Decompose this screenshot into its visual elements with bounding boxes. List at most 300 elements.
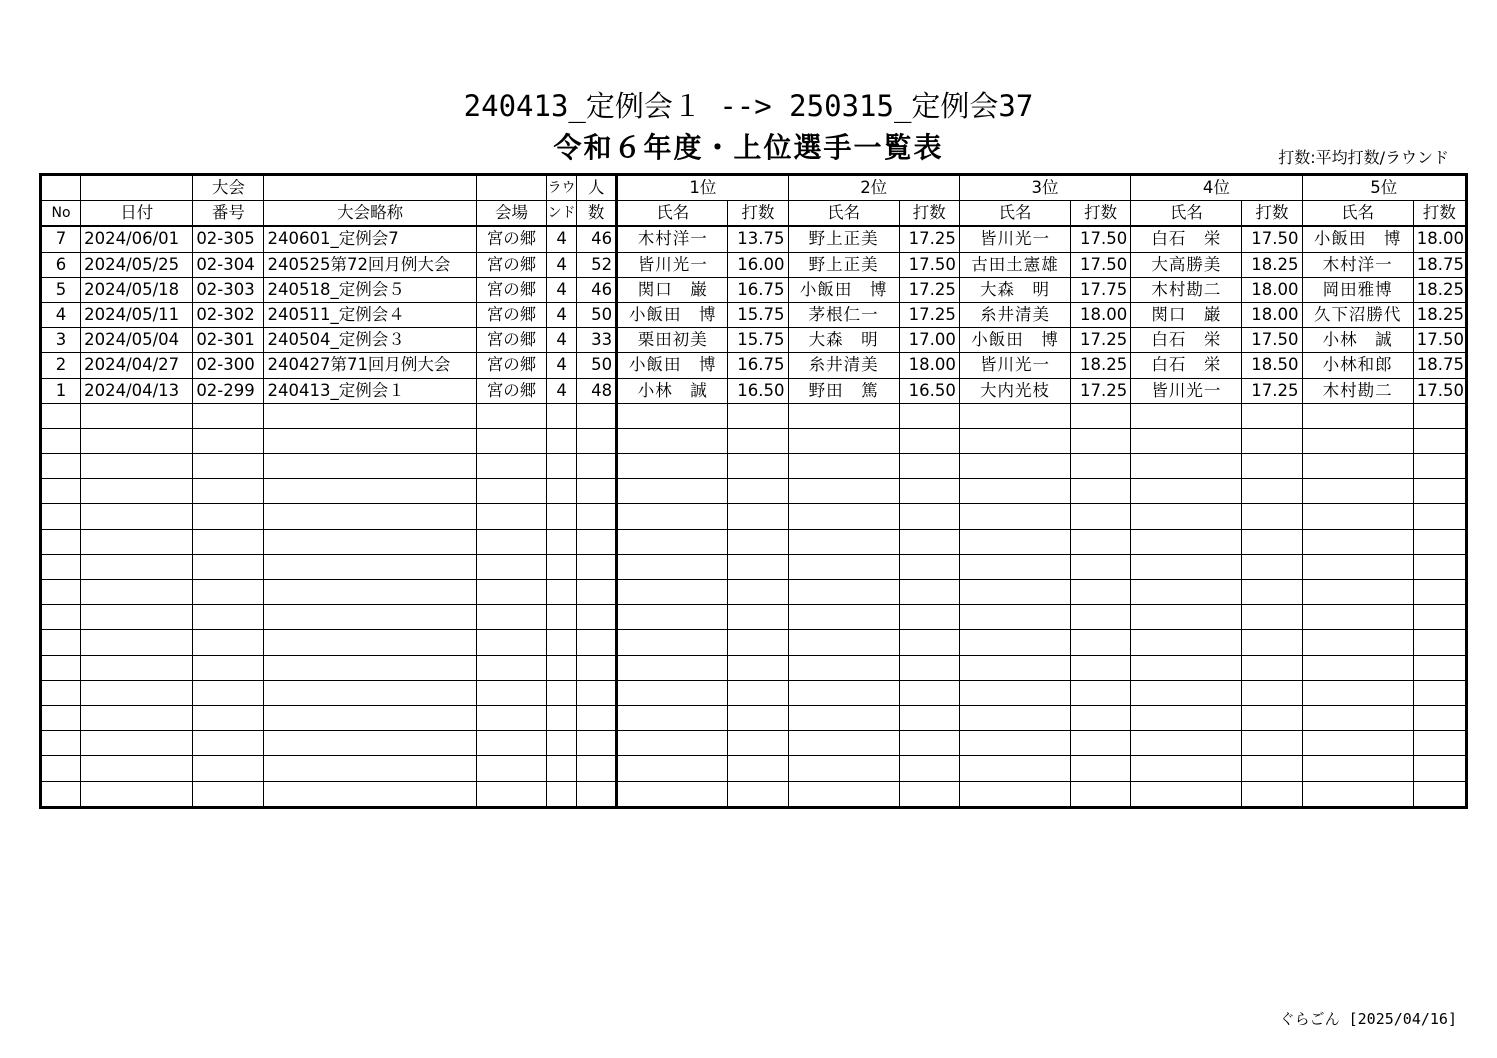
row-place-3-score <box>1071 605 1131 630</box>
row-place-5-score: 18.00 <box>1413 226 1466 252</box>
row-place-3-score <box>1071 655 1131 680</box>
row-name <box>264 580 476 605</box>
row-rounds <box>547 479 577 504</box>
empty-row <box>41 705 1467 730</box>
row-place-1-score: 15.75 <box>728 328 788 353</box>
row-place-2-score: 16.50 <box>899 378 959 403</box>
row-name <box>264 680 476 705</box>
row-place-1-name: 小林 誠 <box>617 378 728 403</box>
row-num <box>193 529 264 554</box>
row-num <box>193 605 264 630</box>
row-place-2-score: 17.50 <box>899 252 959 277</box>
row-name <box>264 454 476 479</box>
row-place-3-name <box>959 554 1070 579</box>
row-place-5-score: 18.75 <box>1413 252 1466 277</box>
row-place-5-name <box>1302 756 1413 781</box>
row-name <box>264 731 476 756</box>
row-place-3-score: 18.00 <box>1071 302 1131 327</box>
row-place-2-score <box>899 529 959 554</box>
col-num-top: 大会 <box>193 175 264 201</box>
row-place-4-name <box>1131 403 1242 428</box>
row-people: 50 <box>577 353 617 378</box>
table-row <box>41 226 1467 252</box>
row-rounds <box>547 781 577 807</box>
row-date <box>81 781 193 807</box>
row-date <box>81 731 193 756</box>
row-place-5-name: 久下沼勝代 <box>1302 302 1413 327</box>
row-place-2-name: 野田 篤 <box>788 378 899 403</box>
row-no: 4 <box>41 302 81 327</box>
row-date <box>81 756 193 781</box>
row-venue: 宮の郷 <box>476 353 546 378</box>
empty-row <box>41 504 1467 529</box>
row-place-5-name <box>1302 680 1413 705</box>
row-place-3-score <box>1071 731 1131 756</box>
row-place-3-name <box>959 731 1070 756</box>
row-num: 02-302 <box>193 302 264 327</box>
row-rounds <box>547 454 577 479</box>
row-place-1-score: 13.75 <box>728 226 788 252</box>
row-rounds: 4 <box>547 277 577 302</box>
blank-header <box>264 175 476 201</box>
row-date <box>81 554 193 579</box>
row-venue <box>476 756 546 781</box>
ranking-table <box>39 173 1468 809</box>
row-place-2-name <box>788 479 899 504</box>
row-place-5-score <box>1413 655 1466 680</box>
row-no: 1 <box>41 378 81 403</box>
row-place-4-name: 関口 巌 <box>1131 302 1242 327</box>
row-place-4-name <box>1131 504 1242 529</box>
row-place-3-name <box>959 705 1070 730</box>
blank-header <box>81 175 193 201</box>
row-no <box>41 680 81 705</box>
row-rounds <box>547 605 577 630</box>
row-date <box>81 655 193 680</box>
row-place-3-score <box>1071 680 1131 705</box>
row-rounds <box>547 580 577 605</box>
row-date: 2024/06/01 <box>81 226 193 252</box>
row-no <box>41 630 81 655</box>
empty-row <box>41 529 1467 554</box>
row-place-2-name: 糸井清美 <box>788 353 899 378</box>
empty-row <box>41 655 1467 680</box>
row-name <box>264 554 476 579</box>
row-place-1-score <box>728 756 788 781</box>
row-place-2-score <box>899 731 959 756</box>
row-venue <box>476 554 546 579</box>
row-place-2-score <box>899 580 959 605</box>
row-place-5-name <box>1302 630 1413 655</box>
row-venue <box>476 479 546 504</box>
row-place-5-score: 17.50 <box>1413 378 1466 403</box>
row-date <box>81 705 193 730</box>
row-venue <box>476 403 546 428</box>
empty-row <box>41 731 1467 756</box>
row-place-2-name <box>788 529 899 554</box>
col-name: 大会略称 <box>264 201 476 227</box>
row-place-3-name <box>959 428 1070 453</box>
row-place-3-score <box>1071 630 1131 655</box>
row-people <box>577 529 617 554</box>
col-people-bottom: 数 <box>577 201 617 227</box>
col-people-top: 人 <box>577 175 617 201</box>
row-place-2-score <box>899 630 959 655</box>
row-place-1-name: 木村洋一 <box>617 226 728 252</box>
row-place-2-name <box>788 554 899 579</box>
row-place-2-name <box>788 655 899 680</box>
row-place-1-score: 16.50 <box>728 378 788 403</box>
row-rounds <box>547 680 577 705</box>
row-place-5-score <box>1413 580 1466 605</box>
row-place-3-score: 17.25 <box>1071 328 1131 353</box>
row-rounds <box>547 529 577 554</box>
table-body <box>41 226 1467 807</box>
row-place-1-name <box>617 454 728 479</box>
empty-row <box>41 630 1467 655</box>
blank-header <box>41 175 81 201</box>
row-place-5-name: 小飯田 博 <box>1302 226 1413 252</box>
row-place-2-score <box>899 454 959 479</box>
row-people: 52 <box>577 252 617 277</box>
row-place-1-name <box>617 605 728 630</box>
row-place-5-score <box>1413 454 1466 479</box>
row-place-1-name: 皆川光一 <box>617 252 728 277</box>
row-place-1-score: 16.00 <box>728 252 788 277</box>
row-place-2-name <box>788 756 899 781</box>
empty-row <box>41 680 1467 705</box>
row-place-4-score: 18.00 <box>1242 277 1302 302</box>
row-rounds <box>547 504 577 529</box>
row-people <box>577 504 617 529</box>
row-name <box>264 529 476 554</box>
row-no <box>41 479 81 504</box>
row-place-2-name <box>788 428 899 453</box>
row-date: 2024/05/04 <box>81 328 193 353</box>
row-no: 7 <box>41 226 81 252</box>
row-date <box>81 454 193 479</box>
row-place-1-score <box>728 428 788 453</box>
row-venue <box>476 655 546 680</box>
row-rounds <box>547 655 577 680</box>
row-people <box>577 655 617 680</box>
row-name <box>264 655 476 680</box>
row-name: 240504_定例会３ <box>264 328 476 353</box>
row-place-3-score: 17.50 <box>1071 252 1131 277</box>
row-place-4-score <box>1242 705 1302 730</box>
row-place-1-name <box>617 705 728 730</box>
row-place-2-score <box>899 705 959 730</box>
row-place-5-name <box>1302 580 1413 605</box>
col-p1-name: 氏名 <box>617 201 728 227</box>
row-venue <box>476 605 546 630</box>
row-place-2-name <box>788 504 899 529</box>
place-1-header: 1位 <box>617 175 788 201</box>
row-no <box>41 731 81 756</box>
row-place-2-name: 小飯田 博 <box>788 277 899 302</box>
row-place-3-score <box>1071 479 1131 504</box>
row-place-4-score <box>1242 781 1302 807</box>
row-place-3-score <box>1071 781 1131 807</box>
row-place-4-name <box>1131 781 1242 807</box>
row-place-3-score: 18.25 <box>1071 353 1131 378</box>
row-num <box>193 428 264 453</box>
row-place-5-name <box>1302 605 1413 630</box>
row-venue <box>476 580 546 605</box>
row-people <box>577 580 617 605</box>
row-place-1-score <box>728 403 788 428</box>
row-place-3-name <box>959 756 1070 781</box>
footer-credit: ぐらごん [2025/04/16] <box>1279 1010 1457 1028</box>
row-place-4-score <box>1242 580 1302 605</box>
row-place-4-score <box>1242 403 1302 428</box>
row-place-2-name: 大森 明 <box>788 328 899 353</box>
row-place-1-score <box>728 479 788 504</box>
row-no <box>41 655 81 680</box>
empty-row <box>41 554 1467 579</box>
row-date <box>81 479 193 504</box>
row-no <box>41 554 81 579</box>
row-place-1-name <box>617 580 728 605</box>
row-no <box>41 504 81 529</box>
row-place-4-name <box>1131 529 1242 554</box>
place-3-header: 3位 <box>959 175 1130 201</box>
row-place-1-name <box>617 554 728 579</box>
row-rounds: 4 <box>547 302 577 327</box>
row-num <box>193 731 264 756</box>
row-place-5-score <box>1413 403 1466 428</box>
col-p3-score: 打数 <box>1071 201 1131 227</box>
row-place-2-score: 17.00 <box>899 328 959 353</box>
row-place-5-score: 18.25 <box>1413 302 1466 327</box>
row-num: 02-304 <box>193 252 264 277</box>
row-people <box>577 554 617 579</box>
row-people: 46 <box>577 226 617 252</box>
row-place-5-score: 18.75 <box>1413 353 1466 378</box>
empty-row <box>41 580 1467 605</box>
row-rounds <box>547 403 577 428</box>
row-place-5-score <box>1413 529 1466 554</box>
row-no <box>41 403 81 428</box>
row-venue: 宮の郷 <box>476 277 546 302</box>
row-place-4-score: 18.50 <box>1242 353 1302 378</box>
col-p5-score: 打数 <box>1413 201 1466 227</box>
row-rounds: 4 <box>547 353 577 378</box>
row-place-3-score <box>1071 580 1131 605</box>
row-place-4-name <box>1131 580 1242 605</box>
row-people <box>577 479 617 504</box>
row-date: 2024/05/25 <box>81 252 193 277</box>
row-people <box>577 680 617 705</box>
row-place-3-name: 古田土憲雄 <box>959 252 1070 277</box>
row-place-2-name <box>788 580 899 605</box>
row-date <box>81 680 193 705</box>
col-round-bottom: ンド <box>547 201 577 227</box>
row-place-4-score: 17.50 <box>1242 226 1302 252</box>
row-place-1-score <box>728 655 788 680</box>
row-place-5-name <box>1302 705 1413 730</box>
table-row <box>41 378 1467 403</box>
empty-row <box>41 403 1467 428</box>
row-date: 2024/04/13 <box>81 378 193 403</box>
row-name <box>264 428 476 453</box>
empty-row <box>41 454 1467 479</box>
row-rounds <box>547 428 577 453</box>
blank-header <box>476 175 546 201</box>
row-place-2-score: 17.25 <box>899 277 959 302</box>
row-place-4-score <box>1242 756 1302 781</box>
row-place-2-name <box>788 630 899 655</box>
row-place-4-score <box>1242 428 1302 453</box>
row-place-4-name <box>1131 554 1242 579</box>
row-place-4-score <box>1242 605 1302 630</box>
row-place-3-score: 17.75 <box>1071 277 1131 302</box>
row-place-2-score <box>899 680 959 705</box>
row-place-1-name <box>617 428 728 453</box>
row-place-2-score <box>899 756 959 781</box>
row-place-2-name: 野上正美 <box>788 252 899 277</box>
row-no <box>41 781 81 807</box>
row-name <box>264 504 476 529</box>
row-place-5-score <box>1413 504 1466 529</box>
place-2-header: 2位 <box>788 175 959 201</box>
row-place-5-name <box>1302 428 1413 453</box>
row-date <box>81 428 193 453</box>
row-num <box>193 479 264 504</box>
empty-row <box>41 756 1467 781</box>
row-place-5-score <box>1413 554 1466 579</box>
row-place-4-name <box>1131 756 1242 781</box>
row-place-3-name: 大内光枝 <box>959 378 1070 403</box>
row-place-1-name <box>617 781 728 807</box>
row-place-4-name <box>1131 479 1242 504</box>
row-venue <box>476 731 546 756</box>
row-place-3-score <box>1071 504 1131 529</box>
row-rounds: 4 <box>547 378 577 403</box>
row-people: 50 <box>577 302 617 327</box>
row-place-1-name: 小飯田 博 <box>617 302 728 327</box>
row-place-5-name <box>1302 731 1413 756</box>
row-place-3-name <box>959 529 1070 554</box>
row-place-4-score <box>1242 731 1302 756</box>
row-date <box>81 504 193 529</box>
row-place-5-name <box>1302 454 1413 479</box>
row-place-3-score: 17.25 <box>1071 378 1131 403</box>
col-p3-name: 氏名 <box>959 201 1070 227</box>
row-place-4-name: 大高勝美 <box>1131 252 1242 277</box>
row-name: 240413_定例会１ <box>264 378 476 403</box>
row-no <box>41 605 81 630</box>
row-place-3-name <box>959 781 1070 807</box>
row-place-1-name <box>617 529 728 554</box>
row-no: 6 <box>41 252 81 277</box>
page-title: 令和６年度・上位選手一覧表 <box>553 131 944 164</box>
row-name <box>264 781 476 807</box>
row-place-4-name: 白石 栄 <box>1131 353 1242 378</box>
row-date: 2024/05/11 <box>81 302 193 327</box>
table-row <box>41 302 1467 327</box>
row-place-3-name <box>959 454 1070 479</box>
row-place-2-name <box>788 781 899 807</box>
row-no <box>41 756 81 781</box>
row-no <box>41 705 81 730</box>
row-date: 2024/04/27 <box>81 353 193 378</box>
row-place-2-score: 17.25 <box>899 226 959 252</box>
row-place-1-name <box>617 630 728 655</box>
row-place-2-name: 野上正美 <box>788 226 899 252</box>
row-place-4-name <box>1131 428 1242 453</box>
place-4-header: 4位 <box>1131 175 1302 201</box>
row-place-5-score <box>1413 781 1466 807</box>
row-place-2-score <box>899 504 959 529</box>
col-round-top: ラウ <box>547 175 577 201</box>
row-no <box>41 529 81 554</box>
place-5-header: 5位 <box>1302 175 1466 201</box>
row-place-4-name <box>1131 605 1242 630</box>
row-place-2-name <box>788 731 899 756</box>
row-date <box>81 605 193 630</box>
col-venue: 会場 <box>476 201 546 227</box>
row-place-5-score <box>1413 605 1466 630</box>
col-num-bottom: 番号 <box>193 201 264 227</box>
col-date: 日付 <box>81 201 193 227</box>
row-place-2-name <box>788 403 899 428</box>
row-name <box>264 630 476 655</box>
row-place-4-name <box>1131 731 1242 756</box>
row-place-5-name: 小林和郎 <box>1302 353 1413 378</box>
row-place-2-score <box>899 554 959 579</box>
col-p1-score: 打数 <box>728 201 788 227</box>
row-place-3-score <box>1071 554 1131 579</box>
row-place-3-score <box>1071 756 1131 781</box>
row-place-3-name: 皆川光一 <box>959 353 1070 378</box>
row-place-5-name <box>1302 781 1413 807</box>
row-name: 240518_定例会５ <box>264 277 476 302</box>
row-place-3-name <box>959 479 1070 504</box>
empty-row <box>41 479 1467 504</box>
row-name: 240525第72回月例大会 <box>264 252 476 277</box>
row-place-3-score <box>1071 428 1131 453</box>
row-name: 240601_定例会7 <box>264 226 476 252</box>
row-venue: 宮の郷 <box>476 302 546 327</box>
row-place-1-score: 15.75 <box>728 302 788 327</box>
row-place-2-score <box>899 605 959 630</box>
table-row <box>41 252 1467 277</box>
row-place-2-score <box>899 403 959 428</box>
row-place-2-score <box>899 655 959 680</box>
row-place-5-name: 岡田雅博 <box>1302 277 1413 302</box>
row-place-4-name <box>1131 454 1242 479</box>
row-no <box>41 454 81 479</box>
row-place-2-name <box>788 454 899 479</box>
row-place-3-name: 皆川光一 <box>959 226 1070 252</box>
row-place-2-name <box>788 605 899 630</box>
row-place-1-name <box>617 680 728 705</box>
row-place-3-score: 17.50 <box>1071 226 1131 252</box>
row-people <box>577 781 617 807</box>
row-name: 240427第71回月例大会 <box>264 353 476 378</box>
row-num: 02-303 <box>193 277 264 302</box>
row-place-4-score: 18.25 <box>1242 252 1302 277</box>
row-place-5-name <box>1302 403 1413 428</box>
row-place-2-score <box>899 781 959 807</box>
row-place-5-name: 木村勘二 <box>1302 378 1413 403</box>
row-place-1-name <box>617 479 728 504</box>
row-name <box>264 403 476 428</box>
header-row-top <box>41 175 1467 201</box>
row-place-1-name <box>617 756 728 781</box>
row-rounds <box>547 731 577 756</box>
